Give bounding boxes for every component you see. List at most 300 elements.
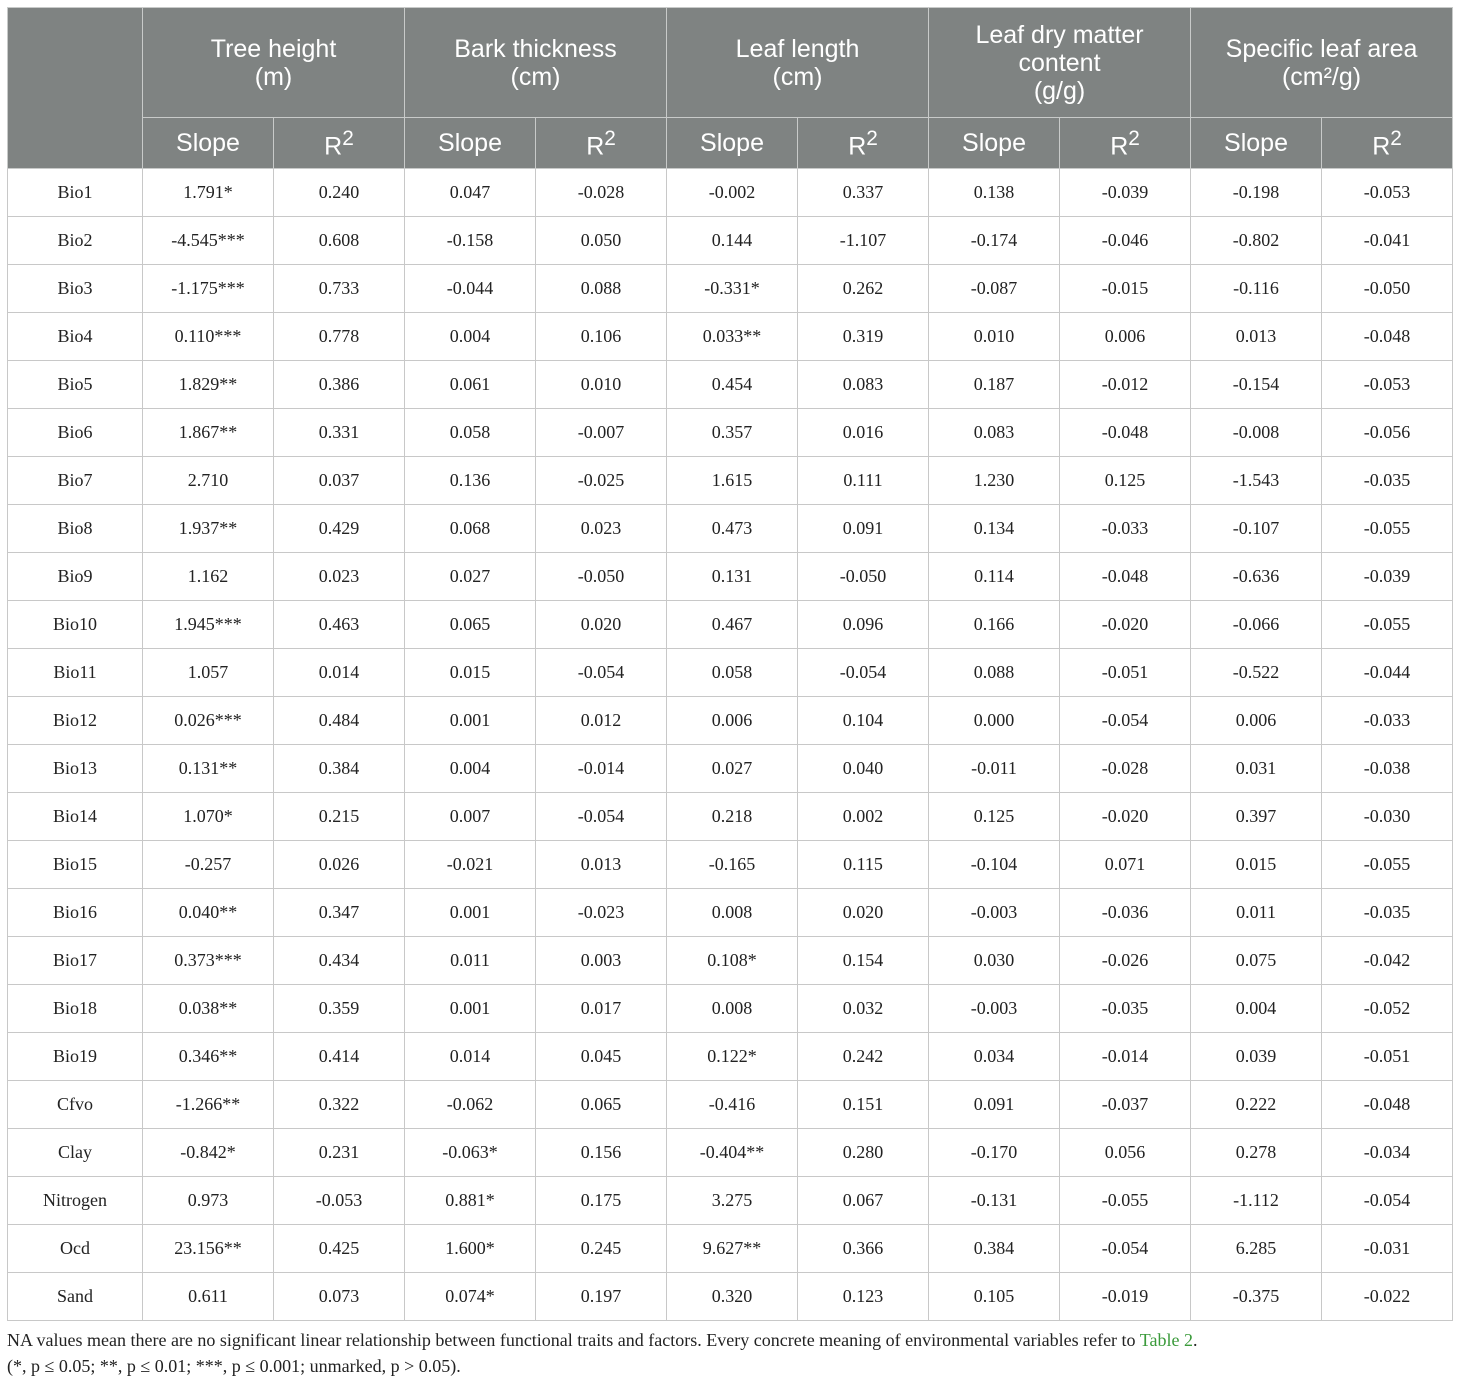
r2-cell: -0.053 (1322, 361, 1453, 409)
r2-cell: -0.033 (1322, 697, 1453, 745)
r2-cell: -0.050 (1322, 265, 1453, 313)
slope-cell: 0.218 (667, 793, 798, 841)
r2-cell: 0.425 (274, 1225, 405, 1273)
header-group-bark-thickness (405, 8, 667, 118)
table-row (8, 889, 1453, 937)
slope-cell: 0.014 (405, 1033, 536, 1081)
row-label: Nitrogen (8, 1177, 143, 1225)
slope-cell: 1.791* (143, 169, 274, 217)
header-r2 (798, 118, 929, 169)
slope-cell: 0.026*** (143, 697, 274, 745)
slope-cell: 0.611 (143, 1273, 274, 1321)
slope-cell: -1.175*** (143, 265, 274, 313)
slope-cell: 0.033** (667, 313, 798, 361)
r2-cell: 0.280 (798, 1129, 929, 1177)
r2-cell: -0.055 (1060, 1177, 1191, 1225)
header-group-unit: (cm) (772, 62, 823, 91)
header-r2-label: R (324, 132, 343, 161)
row-label: Bio10 (8, 601, 143, 649)
slope-cell: -0.003 (929, 985, 1060, 1033)
slope-cell: -0.154 (1191, 361, 1322, 409)
r2-cell: -0.054 (1060, 1225, 1191, 1273)
slope-cell: 0.091 (929, 1081, 1060, 1129)
slope-cell: 0.004 (405, 313, 536, 361)
r2-cell: -0.014 (536, 745, 667, 793)
table-row (8, 457, 1453, 505)
slope-cell: -1.266** (143, 1081, 274, 1129)
table-row (8, 1129, 1453, 1177)
slope-cell: 0.075 (1191, 937, 1322, 985)
slope-cell: -0.131 (929, 1177, 1060, 1225)
r2-cell: 0.347 (274, 889, 405, 937)
row-label: Bio15 (8, 841, 143, 889)
r2-cell: 0.067 (798, 1177, 929, 1225)
slope-cell: 0.010 (929, 313, 1060, 361)
slope-cell: 0.222 (1191, 1081, 1322, 1129)
footnote-line-2: (*, p ≤ 0.05; **, p ≤ 0.01; ***, p ≤ 0.001; unmarked, p > 0.05). (7, 1356, 461, 1376)
r2-cell: -0.023 (536, 889, 667, 937)
r2-cell: 0.384 (274, 745, 405, 793)
slope-cell: -0.158 (405, 217, 536, 265)
r2-cell: -0.031 (1322, 1225, 1453, 1273)
table-row (8, 841, 1453, 889)
r2-cell: -0.012 (1060, 361, 1191, 409)
slope-cell: 0.357 (667, 409, 798, 457)
row-label: Bio18 (8, 985, 143, 1033)
slope-cell: -0.522 (1191, 649, 1322, 697)
r2-cell: 0.434 (274, 937, 405, 985)
header-slope: Slope (143, 118, 274, 169)
header-r2 (1322, 118, 1453, 169)
r2-cell: 0.197 (536, 1273, 667, 1321)
row-label: Bio3 (8, 265, 143, 313)
slope-cell: 0.013 (1191, 313, 1322, 361)
slope-cell: 1.162 (143, 553, 274, 601)
r2-cell: 0.040 (798, 745, 929, 793)
r2-cell: -0.035 (1322, 457, 1453, 505)
slope-cell: 1.600* (405, 1225, 536, 1273)
r2-cell: -0.048 (1060, 409, 1191, 457)
r2-cell: 0.156 (536, 1129, 667, 1177)
table-2-link[interactable]: Table 2 (1139, 1330, 1193, 1350)
header-r2-sup: 2 (342, 127, 354, 151)
r2-cell: 0.065 (536, 1081, 667, 1129)
row-label: Bio4 (8, 313, 143, 361)
slope-cell: 0.131** (143, 745, 274, 793)
slope-cell: -0.011 (929, 745, 1060, 793)
header-group-line: Specific leaf area (1225, 34, 1418, 63)
r2-cell: -0.039 (1060, 169, 1191, 217)
slope-cell: -0.107 (1191, 505, 1322, 553)
header-slope: Slope (667, 118, 798, 169)
slope-cell: 23.156** (143, 1225, 274, 1273)
slope-cell: 0.881* (405, 1177, 536, 1225)
slope-cell: 0.008 (667, 889, 798, 937)
slope-cell: 0.166 (929, 601, 1060, 649)
header-corner-cell (8, 8, 143, 169)
r2-cell: -0.030 (1322, 793, 1453, 841)
table-row (8, 1273, 1453, 1321)
r2-cell: 0.154 (798, 937, 929, 985)
slope-cell: 0.473 (667, 505, 798, 553)
r2-cell: 0.013 (536, 841, 667, 889)
r2-cell: -0.050 (798, 553, 929, 601)
r2-cell: -0.051 (1060, 649, 1191, 697)
table-row (8, 169, 1453, 217)
table-row (8, 937, 1453, 985)
r2-cell: -0.042 (1322, 937, 1453, 985)
r2-cell: -0.044 (1322, 649, 1453, 697)
r2-cell: -0.054 (536, 649, 667, 697)
slope-cell: 0.047 (405, 169, 536, 217)
r2-cell: 0.115 (798, 841, 929, 889)
r2-cell: -0.014 (1060, 1033, 1191, 1081)
slope-cell: 0.001 (405, 889, 536, 937)
slope-cell: 0.027 (405, 553, 536, 601)
slope-cell: 0.065 (405, 601, 536, 649)
slope-cell: -0.066 (1191, 601, 1322, 649)
slope-cell: 9.627** (667, 1225, 798, 1273)
header-group-leaf-dry-matter-content (929, 8, 1191, 118)
table-body (8, 169, 1453, 1321)
slope-cell: 0.108* (667, 937, 798, 985)
r2-cell: 0.215 (274, 793, 405, 841)
r2-cell: 0.123 (798, 1273, 929, 1321)
slope-cell: 0.007 (405, 793, 536, 841)
r2-cell: -0.019 (1060, 1273, 1191, 1321)
slope-cell: 0.278 (1191, 1129, 1322, 1177)
header-group-line: Leaf dry matter (975, 20, 1144, 49)
r2-cell: -0.046 (1060, 217, 1191, 265)
header-group-unit: (g/g) (1033, 76, 1086, 105)
r2-cell: 0.023 (274, 553, 405, 601)
slope-cell: 0.001 (405, 985, 536, 1033)
row-label: Cfvo (8, 1081, 143, 1129)
header-r2-label: R (586, 132, 605, 161)
slope-cell: 0.061 (405, 361, 536, 409)
r2-cell: -0.036 (1060, 889, 1191, 937)
r2-cell: -0.026 (1060, 937, 1191, 985)
slope-cell: -0.842* (143, 1129, 274, 1177)
row-label: Bio2 (8, 217, 143, 265)
r2-cell: 0.319 (798, 313, 929, 361)
table-row (8, 649, 1453, 697)
table-container (7, 7, 1453, 1379)
row-label: Bio1 (8, 169, 143, 217)
r2-cell: -0.020 (1060, 793, 1191, 841)
slope-cell: 0.006 (1191, 697, 1322, 745)
row-label: Bio11 (8, 649, 143, 697)
row-label: Sand (8, 1273, 143, 1321)
r2-cell: -0.055 (1322, 841, 1453, 889)
r2-cell: 0.014 (274, 649, 405, 697)
table-row (8, 409, 1453, 457)
table-row (8, 553, 1453, 601)
table-row (8, 505, 1453, 553)
slope-cell: -0.087 (929, 265, 1060, 313)
r2-cell: -0.048 (1060, 553, 1191, 601)
r2-cell: 0.463 (274, 601, 405, 649)
slope-cell: 1.937** (143, 505, 274, 553)
r2-cell: 0.414 (274, 1033, 405, 1081)
slope-cell: 6.285 (1191, 1225, 1322, 1273)
slope-cell: 0.136 (405, 457, 536, 505)
regression-table (7, 7, 1453, 1321)
r2-cell: 0.429 (274, 505, 405, 553)
row-label: Bio6 (8, 409, 143, 457)
r2-cell: 0.037 (274, 457, 405, 505)
slope-cell: 0.467 (667, 601, 798, 649)
row-label: Bio8 (8, 505, 143, 553)
slope-cell: -0.003 (929, 889, 1060, 937)
r2-cell: 0.608 (274, 217, 405, 265)
r2-cell: 0.003 (536, 937, 667, 985)
slope-cell: -0.002 (667, 169, 798, 217)
row-label: Clay (8, 1129, 143, 1177)
table-row (8, 217, 1453, 265)
table-header (8, 8, 1453, 169)
r2-cell: 0.050 (536, 217, 667, 265)
slope-cell: 0.004 (1191, 985, 1322, 1033)
r2-cell: 0.020 (798, 889, 929, 937)
table-row (8, 793, 1453, 841)
r2-cell: -0.051 (1322, 1033, 1453, 1081)
slope-cell: 0.114 (929, 553, 1060, 601)
r2-cell: 0.778 (274, 313, 405, 361)
r2-cell: -0.034 (1322, 1129, 1453, 1177)
slope-cell: 0.011 (405, 937, 536, 985)
slope-cell: -0.416 (667, 1081, 798, 1129)
header-group-leaf-length (667, 8, 929, 118)
table-row (8, 313, 1453, 361)
header-slope: Slope (1191, 118, 1322, 169)
slope-cell: 0.031 (1191, 745, 1322, 793)
r2-cell: 0.359 (274, 985, 405, 1033)
r2-cell: 0.366 (798, 1225, 929, 1273)
r2-cell: -0.038 (1322, 745, 1453, 793)
footnote-period: . (1192, 1330, 1198, 1350)
r2-cell: 0.056 (1060, 1129, 1191, 1177)
slope-cell: 0.011 (1191, 889, 1322, 937)
row-label: Bio7 (8, 457, 143, 505)
slope-cell: 0.134 (929, 505, 1060, 553)
header-group-unit: (m) (254, 62, 293, 91)
r2-cell: -0.033 (1060, 505, 1191, 553)
r2-cell: 0.106 (536, 313, 667, 361)
header-r2-sup: 2 (866, 127, 878, 151)
slope-cell: -0.802 (1191, 217, 1322, 265)
r2-cell: 0.231 (274, 1129, 405, 1177)
r2-cell: 0.151 (798, 1081, 929, 1129)
r2-cell: 0.016 (798, 409, 929, 457)
slope-cell: 0.122* (667, 1033, 798, 1081)
r2-cell: -0.035 (1060, 985, 1191, 1033)
header-r2 (274, 118, 405, 169)
slope-cell: -0.104 (929, 841, 1060, 889)
slope-cell: 0.088 (929, 649, 1060, 697)
row-label: Bio19 (8, 1033, 143, 1081)
r2-cell: 0.242 (798, 1033, 929, 1081)
r2-cell: 0.010 (536, 361, 667, 409)
slope-cell: 0.110*** (143, 313, 274, 361)
header-group-line: Bark thickness (454, 34, 617, 63)
r2-cell: 0.017 (536, 985, 667, 1033)
r2-cell: 0.125 (1060, 457, 1191, 505)
slope-cell: 0.001 (405, 697, 536, 745)
header-group-specific-leaf-area (1191, 8, 1453, 118)
slope-cell: 0.034 (929, 1033, 1060, 1081)
slope-cell: 1.070* (143, 793, 274, 841)
slope-cell: -0.375 (1191, 1273, 1322, 1321)
r2-cell: -0.054 (1322, 1177, 1453, 1225)
slope-cell: 0.144 (667, 217, 798, 265)
row-label: Bio9 (8, 553, 143, 601)
header-group-unit: (cm²/g) (1281, 62, 1362, 91)
header-r2-sup: 2 (1128, 127, 1140, 151)
r2-cell: -0.054 (1060, 697, 1191, 745)
slope-cell: -0.257 (143, 841, 274, 889)
r2-cell: -0.028 (1060, 745, 1191, 793)
header-slope: Slope (929, 118, 1060, 169)
header-r2-sup: 2 (1390, 127, 1402, 151)
row-label: Bio13 (8, 745, 143, 793)
r2-cell: 0.002 (798, 793, 929, 841)
slope-cell: 0.027 (667, 745, 798, 793)
row-label: Bio16 (8, 889, 143, 937)
r2-cell: 0.104 (798, 697, 929, 745)
slope-cell: -0.636 (1191, 553, 1322, 601)
slope-cell: 1.829** (143, 361, 274, 409)
footnote-line-1 (7, 1327, 1453, 1353)
r2-cell: -0.035 (1322, 889, 1453, 937)
slope-cell: -4.545*** (143, 217, 274, 265)
slope-cell: 0.015 (1191, 841, 1322, 889)
slope-cell: -0.404** (667, 1129, 798, 1177)
slope-cell: 0.138 (929, 169, 1060, 217)
r2-cell: -0.055 (1322, 505, 1453, 553)
r2-cell: 0.240 (274, 169, 405, 217)
r2-cell: 0.088 (536, 265, 667, 313)
r2-cell: -0.048 (1322, 313, 1453, 361)
slope-cell: 0.397 (1191, 793, 1322, 841)
slope-cell: 0.004 (405, 745, 536, 793)
r2-cell: 0.083 (798, 361, 929, 409)
header-group-line: content (1018, 48, 1101, 77)
slope-cell: 1.057 (143, 649, 274, 697)
r2-cell: 0.111 (798, 457, 929, 505)
table-row (8, 601, 1453, 649)
header-r2-sup: 2 (604, 127, 616, 151)
slope-cell: 0.015 (405, 649, 536, 697)
table-footnote (7, 1327, 1453, 1379)
slope-cell: 0.131 (667, 553, 798, 601)
table-row (8, 1081, 1453, 1129)
slope-cell: -0.021 (405, 841, 536, 889)
r2-cell: -0.041 (1322, 217, 1453, 265)
r2-cell: -0.048 (1322, 1081, 1453, 1129)
r2-cell: -0.053 (1322, 169, 1453, 217)
slope-cell: 0.105 (929, 1273, 1060, 1321)
r2-cell: -0.052 (1322, 985, 1453, 1033)
slope-cell: 0.125 (929, 793, 1060, 841)
header-row-subcolumns (8, 118, 1453, 169)
row-label: Bio12 (8, 697, 143, 745)
r2-cell: -0.020 (1060, 601, 1191, 649)
header-r2 (536, 118, 667, 169)
slope-cell: 0.039 (1191, 1033, 1322, 1081)
r2-cell: 0.091 (798, 505, 929, 553)
row-label: Bio14 (8, 793, 143, 841)
r2-cell: 0.262 (798, 265, 929, 313)
header-slope: Slope (405, 118, 536, 169)
slope-cell: -0.062 (405, 1081, 536, 1129)
r2-cell: -0.022 (1322, 1273, 1453, 1321)
r2-cell: -0.037 (1060, 1081, 1191, 1129)
r2-cell: 0.045 (536, 1033, 667, 1081)
r2-cell: 0.733 (274, 265, 405, 313)
row-label: Bio17 (8, 937, 143, 985)
slope-cell: 0.454 (667, 361, 798, 409)
slope-cell: -0.174 (929, 217, 1060, 265)
r2-cell: -0.053 (274, 1177, 405, 1225)
slope-cell: -1.112 (1191, 1177, 1322, 1225)
slope-cell: 0.058 (667, 649, 798, 697)
slope-cell: 0.384 (929, 1225, 1060, 1273)
table-row (8, 697, 1453, 745)
table-row (8, 745, 1453, 793)
slope-cell: 1.867** (143, 409, 274, 457)
slope-cell: -0.044 (405, 265, 536, 313)
r2-cell: 0.023 (536, 505, 667, 553)
slope-cell: 0.068 (405, 505, 536, 553)
r2-cell: 0.032 (798, 985, 929, 1033)
slope-cell: 0.346** (143, 1033, 274, 1081)
r2-cell: 0.337 (798, 169, 929, 217)
r2-cell: -0.050 (536, 553, 667, 601)
header-r2-label: R (1110, 132, 1129, 161)
row-label: Ocd (8, 1225, 143, 1273)
slope-cell: 0.000 (929, 697, 1060, 745)
r2-cell: 0.175 (536, 1177, 667, 1225)
table-row (8, 1033, 1453, 1081)
r2-cell: -0.007 (536, 409, 667, 457)
slope-cell: 1.945*** (143, 601, 274, 649)
slope-cell: -0.008 (1191, 409, 1322, 457)
r2-cell: 0.484 (274, 697, 405, 745)
header-group-unit: (cm) (510, 62, 561, 91)
r2-cell: 0.322 (274, 1081, 405, 1129)
header-group-line: Tree height (210, 34, 337, 63)
slope-cell: -0.063* (405, 1129, 536, 1177)
slope-cell: 0.074* (405, 1273, 536, 1321)
slope-cell: 0.008 (667, 985, 798, 1033)
slope-cell: 0.030 (929, 937, 1060, 985)
header-r2 (1060, 118, 1191, 169)
row-label: Bio5 (8, 361, 143, 409)
r2-cell: -1.107 (798, 217, 929, 265)
r2-cell: 0.006 (1060, 313, 1191, 361)
table-row (8, 1225, 1453, 1273)
slope-cell: 2.710 (143, 457, 274, 505)
footnote-text: NA values mean there are no significant linear relationship between functional traits and factors. Every concrete meaning of environmental variables refer to (7, 1330, 1140, 1350)
r2-cell: -0.039 (1322, 553, 1453, 601)
slope-cell: 0.083 (929, 409, 1060, 457)
r2-cell: -0.054 (536, 793, 667, 841)
header-group-line: Leaf length (735, 34, 860, 63)
slope-cell: 0.373*** (143, 937, 274, 985)
slope-cell: 0.038** (143, 985, 274, 1033)
slope-cell: 0.187 (929, 361, 1060, 409)
